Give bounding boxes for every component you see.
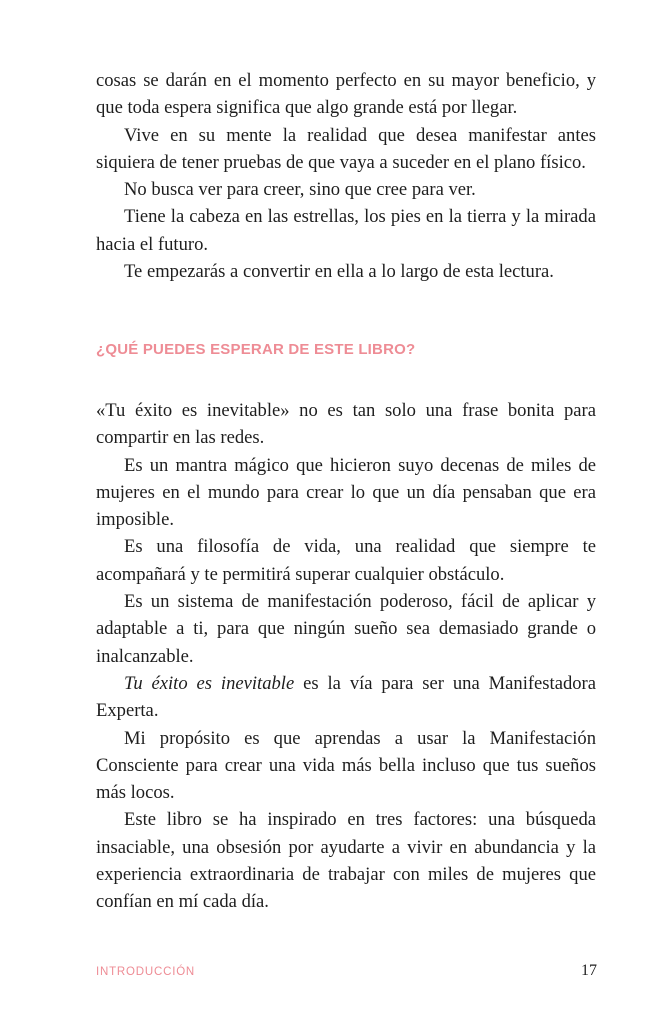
book-title-italic: Tu éxito es inevitable: [124, 672, 295, 694]
paragraph: Mi propósito es que aprendas a usar la Manifestación Consciente para crear una vida más bella incluso que tus sueños más locos.: [96, 727, 596, 804]
paragraph: Tiene la cabeza en las estrellas, los pies en la tierra y la mirada hacia el futuro.: [96, 206, 596, 255]
paragraph: Vive en su mente la realidad que desea manifestar antes siquiera de tener pruebas de que vaya a suceder en el plano físico.: [96, 124, 596, 173]
paragraph-first: «Tu éxito es inevitable» no es tan solo una frase bonita para compartir en las redes.: [96, 400, 596, 449]
paragraph: Es un sistema de manifestación poderoso, fácil de aplicar y adaptable a ti, para que ningún sueño sea demasiado grande o inalcanzable.: [96, 591, 596, 667]
paragraph: Este libro se ha inspirado en tres factores: una búsqueda insaciable, una obsesión por ayudarte a vivir en abundancia y la experiencia extraordinaria de trabajar con miles de mujeres que confían en mí cada día.: [96, 809, 596, 913]
paragraph: Te empezarás a convertir en ella a lo largo de esta lectura.: [124, 261, 554, 283]
running-footer: INTRODUCCIÓN: [96, 966, 196, 978]
top-text-block: [96, 67, 596, 285]
paragraph-rest: es la vía para ser una Manifestadora Experta.: [96, 672, 596, 722]
paragraph: Es un mantra mágico que hicieron suyo decenas de miles de mujeres en el mundo para crear lo que un día pensaban que era imposible.: [96, 454, 596, 531]
section-heading: ¿QUÉ PUEDES ESPERAR DE ESTE LIBRO?: [96, 341, 416, 358]
page-number: 17: [581, 962, 597, 979]
paragraph-with-title: [96, 670, 596, 725]
paragraph-continuation: cosas se darán en el momento perfecto en su mayor beneficio, y que toda espera significa que algo grande está por llegar.: [96, 70, 596, 119]
paragraph: No busca ver para creer, sino que cree para ver.: [124, 179, 476, 201]
paragraph: Es una filosofía de vida, una realidad que siempre te acompañará y te permitirá superar cualquier obstáculo.: [96, 536, 596, 585]
section-text-block: [96, 397, 596, 916]
